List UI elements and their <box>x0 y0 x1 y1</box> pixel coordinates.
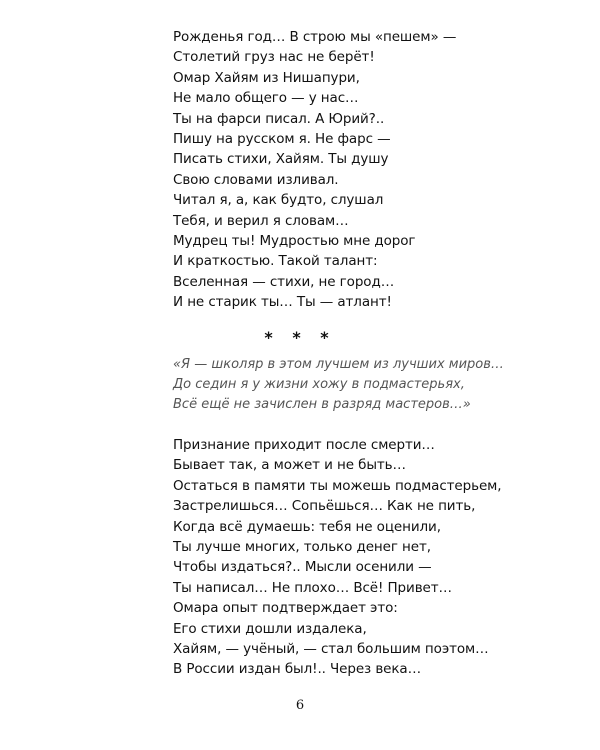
poem-line: Остаться в памяти ты можешь подмастерьем, <box>173 477 502 494</box>
poem-line: Столетий груз нас не берёт! <box>173 49 375 66</box>
poem-stanza-2 <box>173 435 553 680</box>
poem-line: Ты написал… Не плохо… Всё! Привет… <box>173 579 452 596</box>
poem-line: Свою словами изливал. <box>173 171 339 188</box>
epigraph-line: До седин я у жизни хожу в подмастерьях, <box>173 377 465 392</box>
poem-line: Его стихи дошли издалека, <box>173 620 367 637</box>
poem-line: Вселенная — стихи, не город… <box>173 273 395 290</box>
poem-line: И краткостью. Такой талант: <box>173 253 378 270</box>
epigraph-line: «Я — школяр в этом лучшем из лучших миров… <box>173 357 504 372</box>
poem-line: Ты на фарси писал. А Юрий?.. <box>173 110 385 127</box>
poem-line: Читал я, а, как будто, слушал <box>173 192 384 209</box>
poem-line: Бывает так, а может и не быть… <box>173 457 406 474</box>
poem-line: Застрелишься… Сопьёшься… Как не пить, <box>173 498 476 515</box>
section-separator: * * * <box>264 328 336 347</box>
poem-line: Хайям, — учёный, — стал большим поэтом… <box>173 640 489 657</box>
poem-line: Когда всё думаешь: тебя не оценили, <box>173 518 441 535</box>
poem-line: Не мало общего — у нас… <box>173 90 359 107</box>
poem-line: Тебя, и верил я словам… <box>173 212 349 229</box>
poem-line: Омара опыт подтверждает это: <box>173 600 398 617</box>
poem-line: Ты лучше многих, только денег нет, <box>173 538 431 555</box>
poem-line: Рожденья год… В строю мы «пешем» — <box>173 29 457 45</box>
poem-line: В России издан был!.. Через века… <box>173 661 422 678</box>
epigraph <box>173 355 563 415</box>
epigraph-line: Всё ещё не зачислен в разряд мастеров…» <box>173 397 471 412</box>
poem-line: Омар Хайям из Нишапури, <box>173 69 360 86</box>
poem-line: Мудрец ты! Мудростью мне дорог <box>173 232 416 249</box>
poem-line: Пишу на русском я. Не фарс — <box>173 130 391 147</box>
poem-stanza-1 <box>173 27 553 312</box>
poem-line: Признание приходит после смерти… <box>173 437 435 453</box>
poem-line: Писать стихи, Хайям. Ты душу <box>173 151 389 168</box>
poem-line: И не старик ты… Ты — атлант! <box>173 294 392 311</box>
poem-line: Чтобы издаться?.. Мысли осенили — <box>173 559 432 576</box>
page-number: 6 <box>295 698 305 713</box>
